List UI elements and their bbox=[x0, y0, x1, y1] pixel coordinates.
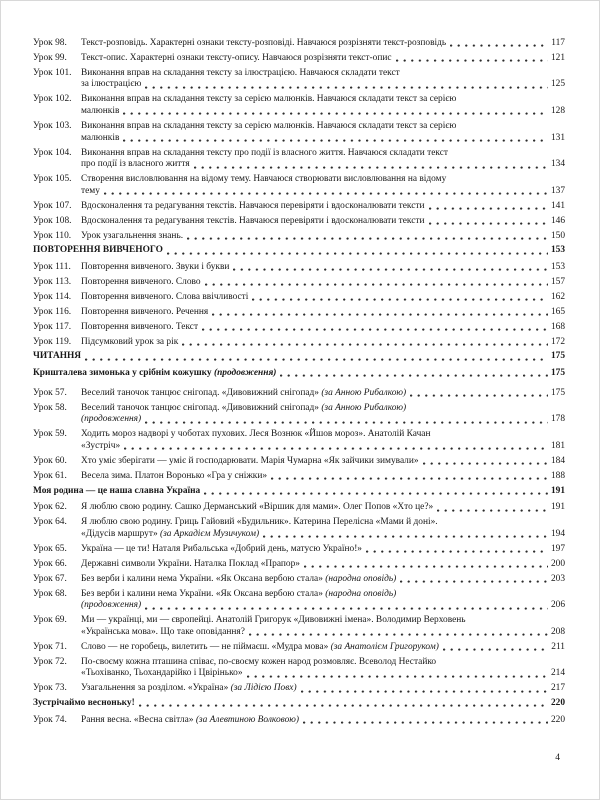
entry-body bbox=[33, 486, 565, 498]
lesson-number: Урок 67. bbox=[33, 573, 67, 584]
lesson-number: Урок 111. bbox=[33, 262, 71, 273]
lesson-number: Урок 116. bbox=[33, 306, 72, 317]
toc-entry bbox=[33, 388, 565, 400]
dot-leader bbox=[182, 337, 548, 349]
entry-page-number: 191 bbox=[550, 485, 565, 496]
toc-section-heading bbox=[33, 486, 565, 498]
dot-leader bbox=[123, 106, 548, 118]
entry-title: Повторення вивченого. Звуки і букви bbox=[81, 262, 230, 273]
entry-page-number: 181 bbox=[550, 441, 565, 452]
entry-title: Вдосконалення та редагування текстів. Навчаюся перевіряти і вдосконалювати тексти bbox=[81, 215, 425, 226]
entry-title: Я люблю свою родину. Сашко Дерманський «Віршик для мами». Олег Попов «Хто це?» bbox=[81, 502, 434, 513]
dot-leader bbox=[423, 456, 548, 468]
toc-entry bbox=[33, 292, 565, 304]
lesson-number: Урок 57. bbox=[33, 387, 67, 398]
entry-page-number: 117 bbox=[551, 38, 565, 48]
entry-body bbox=[81, 589, 565, 612]
entry-title: Веселий таночок танцює снігопад. «Дивовижний снігопад» (за Анною Рибалкою) bbox=[81, 402, 407, 413]
entry-title: Веселий таночок танцює снігопад. «Дивовижний снігопад» (за Анною Рибалкою) bbox=[81, 387, 407, 398]
entry-page-number: 220 bbox=[550, 714, 565, 725]
entry-title: Текст-опис. Характерні ознаки тексту-опису. Навчаюся розрізняти текст-опис bbox=[81, 52, 392, 63]
entry-title: Повторення вивченого. Текст bbox=[81, 321, 199, 332]
entry-body bbox=[81, 574, 565, 586]
entry-body bbox=[81, 307, 565, 319]
lesson-number: Урок 103. bbox=[33, 120, 72, 131]
entry-body bbox=[81, 53, 565, 65]
lesson-number: Урок 119. bbox=[33, 336, 72, 347]
lesson-number: Урок 65. bbox=[33, 543, 67, 554]
entry-body bbox=[81, 429, 565, 452]
lesson-number: Урок 117. bbox=[33, 321, 72, 332]
toc-entry bbox=[33, 231, 565, 243]
lesson-number: Урок 64. bbox=[33, 517, 67, 528]
entry-page-number: 194 bbox=[550, 529, 565, 540]
entry-body bbox=[81, 683, 565, 695]
entry-page-number: 208 bbox=[550, 626, 565, 637]
toc-entry bbox=[33, 201, 565, 213]
entry-title: Текст-розповідь. Характерні ознаки тексту-розповіді. Навчаюся розрізняти текст-розповідь bbox=[81, 38, 447, 48]
entry-page-number: 168 bbox=[550, 321, 565, 332]
toc-section-heading bbox=[33, 698, 565, 710]
entry-page-number: 217 bbox=[550, 683, 565, 694]
toc-entry bbox=[33, 337, 565, 349]
toc-entry bbox=[33, 429, 565, 452]
entry-title: Створення висловлювання на відому тему. Навчаюся створювати висловлювання на відому bbox=[81, 174, 447, 185]
dot-leader bbox=[247, 668, 548, 680]
entry-title: за ілюстрацією bbox=[81, 79, 142, 90]
entry-body bbox=[33, 368, 565, 380]
entry-page-number: 162 bbox=[550, 291, 565, 302]
entry-title: Без верби і калини нема України. «Як Оксана вербою стала» (народна оповідь) bbox=[81, 588, 397, 599]
lesson-number: Урок 99. bbox=[33, 52, 67, 63]
toc-entry bbox=[33, 38, 565, 50]
dot-leader bbox=[233, 262, 548, 274]
entry-body bbox=[81, 657, 565, 680]
entry-title: Виконання вправ на складання тексту за серією малюнків. Навчаюся складати текст за серією bbox=[81, 120, 457, 131]
entry-title: Повторення вивченого. Слово bbox=[81, 277, 201, 288]
dot-leader bbox=[145, 600, 548, 612]
lesson-number: Урок 61. bbox=[33, 470, 67, 481]
entry-title: Кришталева зимонька у срібнім кожушку (продовження) bbox=[33, 368, 277, 379]
dot-leader bbox=[304, 559, 548, 571]
entry-title: Державні символи України. Наталка Поклад «Прапор» bbox=[81, 558, 300, 569]
lesson-number: Урок 58. bbox=[33, 402, 67, 413]
entry-title: Без верби і калини нема України. «Як Оксана вербою стала» (народна оповідь) bbox=[81, 573, 397, 584]
entry-body bbox=[81, 615, 565, 638]
dot-leader bbox=[104, 186, 548, 198]
entry-body bbox=[81, 403, 565, 426]
entry-title: Рання весна. «Весна світла» (за Алевтиною Волковою) bbox=[81, 714, 300, 725]
dot-leader bbox=[263, 529, 548, 541]
entry-title: Ходить мороз надворі у чоботах пухових. Леся Вознюк «Йшов мороз». Анатолій Качан bbox=[81, 429, 431, 440]
entry-page-number: 184 bbox=[550, 455, 565, 466]
toc-entry bbox=[33, 94, 565, 117]
toc-section-heading bbox=[33, 245, 565, 257]
entry-body bbox=[81, 502, 565, 514]
dot-leader bbox=[85, 351, 548, 363]
entry-title: малюнків bbox=[81, 106, 120, 117]
dot-leader bbox=[124, 441, 548, 453]
entry-title: Урок узагальнення знань. bbox=[81, 230, 184, 241]
entry-page-number: 137 bbox=[550, 185, 565, 196]
toc-entry bbox=[33, 403, 565, 426]
entry-title: «Тьохіванко, Тьохандарійко і Цвірінько» bbox=[81, 668, 243, 679]
entry-page-number: 206 bbox=[550, 600, 565, 611]
lesson-number: Урок 104. bbox=[33, 147, 72, 158]
dot-leader bbox=[167, 245, 548, 257]
entry-body bbox=[33, 351, 565, 363]
lesson-number: Урок 68. bbox=[33, 588, 67, 599]
entry-title: Я люблю свою родину. Гриць Гайовий «Будильник». Катерина Перелісна «Мами й доні». bbox=[81, 517, 438, 528]
entry-title: про події із власного життя bbox=[81, 159, 190, 170]
lesson-number: Урок 71. bbox=[33, 641, 67, 652]
lesson-number: Урок 62. bbox=[33, 502, 67, 513]
dot-leader bbox=[194, 159, 548, 171]
toc-entry bbox=[33, 262, 565, 274]
lesson-number: Урок 59. bbox=[33, 429, 67, 440]
entry-title: Моя родина — це наша славна Україна bbox=[33, 485, 201, 496]
toc-entry bbox=[33, 615, 565, 638]
entry-title: «Дідусів маршрут» (за Аркадієм Музичуком) bbox=[81, 529, 260, 540]
entry-title: «Зустріч» bbox=[81, 441, 121, 452]
toc-entry bbox=[33, 657, 565, 680]
entry-body bbox=[81, 216, 565, 228]
dot-leader bbox=[400, 574, 548, 586]
entry-body bbox=[81, 292, 565, 304]
entry-title: Зустрічаймо весноньку! bbox=[33, 698, 135, 709]
entry-body bbox=[81, 174, 565, 197]
entry-page-number: 157 bbox=[550, 277, 565, 288]
toc-entry bbox=[33, 322, 565, 334]
dot-leader bbox=[249, 627, 548, 639]
entry-page-number: 121 bbox=[550, 52, 565, 63]
toc-section-heading bbox=[33, 351, 565, 363]
table-of-contents bbox=[33, 38, 565, 727]
toc-entry bbox=[33, 68, 565, 91]
entry-body bbox=[81, 148, 565, 171]
dot-leader bbox=[204, 486, 548, 498]
lesson-number: Урок 72. bbox=[33, 656, 67, 667]
entry-page-number: 197 bbox=[550, 543, 565, 554]
dot-leader bbox=[212, 307, 548, 319]
entry-page-number: 172 bbox=[550, 336, 565, 347]
toc-entry bbox=[33, 544, 565, 556]
entry-page-number: 191 bbox=[550, 502, 565, 513]
entry-page-number: 178 bbox=[550, 414, 565, 425]
entry-page-number: 214 bbox=[550, 668, 565, 679]
entry-title: Україна — це ти! Наталя Рибальська «Добрий день, матусю Україно!» bbox=[81, 543, 362, 554]
lesson-number: Урок 98. bbox=[33, 38, 67, 48]
toc-entry bbox=[33, 53, 565, 65]
toc-entry bbox=[33, 148, 565, 171]
entry-page-number: 203 bbox=[550, 573, 565, 584]
entry-body bbox=[81, 715, 565, 727]
entry-page-number: 131 bbox=[550, 132, 565, 143]
entry-body bbox=[33, 698, 565, 710]
entry-title: Вдосконалення та редагування текстів. Навчаюся перевіряти і вдосконалювати тексти bbox=[81, 200, 425, 211]
dot-leader bbox=[303, 715, 548, 727]
dot-leader bbox=[123, 133, 548, 145]
entry-body bbox=[81, 544, 565, 556]
entry-title: Виконання вправ на складання тексту за серією малюнків. Навчаюся складати текст за серією bbox=[81, 94, 457, 105]
entry-title: По-своєму кожна пташина співає, по-своєму кожен народ розмовляє. Всеволод Нестайко bbox=[81, 656, 437, 667]
entry-body bbox=[81, 456, 565, 468]
entry-body bbox=[81, 277, 565, 289]
dot-leader bbox=[205, 277, 548, 289]
dot-leader bbox=[271, 471, 548, 483]
lesson-number: Урок 110. bbox=[33, 230, 72, 241]
entry-title: Весела зима. Платон Воронько «Гра у сніжки» bbox=[81, 470, 268, 481]
toc-section-heading bbox=[33, 368, 565, 380]
dot-leader bbox=[429, 216, 548, 228]
entry-title: тему bbox=[81, 185, 100, 196]
entry-title: Підсумковий урок за рік bbox=[81, 336, 179, 347]
dot-leader bbox=[410, 388, 548, 400]
footer-page-number: 4 bbox=[555, 753, 560, 763]
entry-page-number: 175 bbox=[550, 368, 565, 379]
entry-body bbox=[81, 642, 565, 654]
dot-leader bbox=[280, 368, 548, 380]
entry-title: Хто уміє зберігати — уміє й господарювати. Марія Чумарна «Як зайчики зимували» bbox=[81, 455, 419, 466]
entry-page-number: 220 bbox=[550, 698, 565, 709]
lesson-number: Урок 66. bbox=[33, 558, 67, 569]
toc-entry bbox=[33, 307, 565, 319]
entry-page-number: 175 bbox=[550, 351, 565, 362]
entry-body bbox=[81, 94, 565, 117]
entry-body bbox=[81, 337, 565, 349]
entry-title: ЧИТАННЯ bbox=[33, 351, 82, 362]
entry-page-number: 141 bbox=[550, 200, 565, 211]
lesson-number: Урок 60. bbox=[33, 455, 67, 466]
lesson-number: Урок 107. bbox=[33, 200, 72, 211]
entry-page-number: 150 bbox=[550, 230, 565, 241]
entry-body bbox=[33, 245, 565, 257]
dot-leader bbox=[429, 201, 548, 213]
lesson-number: Урок 105. bbox=[33, 174, 72, 185]
toc-entry bbox=[33, 715, 565, 727]
entry-body bbox=[81, 322, 565, 334]
entry-page-number: 146 bbox=[550, 215, 565, 226]
lesson-number: Урок 102. bbox=[33, 94, 72, 105]
toc-entry bbox=[33, 216, 565, 228]
lesson-number: Урок 114. bbox=[33, 291, 72, 302]
toc-entry bbox=[33, 559, 565, 571]
dot-leader bbox=[145, 414, 548, 426]
toc-entry bbox=[33, 174, 565, 197]
dot-leader bbox=[139, 698, 548, 710]
entry-body bbox=[81, 517, 565, 540]
entry-title: ПОВТОРЕННЯ ВИВЧЕНОГО bbox=[33, 245, 163, 256]
entry-title: «Українська мова». Що таке оповідання? bbox=[81, 626, 245, 637]
entry-title: Виконання вправ на складання тексту за ілюстрацією. Навчаюся складати текст bbox=[81, 67, 400, 78]
entry-title: Виконання вправ на складання тексту про події із власного життя. Навчаюся складати текст bbox=[81, 147, 449, 158]
lesson-number: Урок 73. bbox=[33, 683, 67, 694]
entry-page-number: 188 bbox=[550, 470, 565, 481]
entry-page-number: 153 bbox=[550, 245, 565, 256]
entry-body bbox=[81, 201, 565, 213]
entry-body bbox=[81, 262, 565, 274]
entry-body bbox=[81, 231, 565, 243]
entry-body bbox=[81, 559, 565, 571]
lesson-number: Урок 101. bbox=[33, 67, 72, 78]
entry-title: Повторення вивченого. Слова ввічливості bbox=[81, 291, 249, 302]
entry-body bbox=[81, 68, 565, 91]
dot-leader bbox=[396, 53, 548, 65]
entry-body bbox=[81, 471, 565, 483]
entry-body bbox=[81, 38, 565, 50]
entry-title: Повторення вивченого. Речення bbox=[81, 306, 209, 317]
toc-entry bbox=[33, 502, 565, 514]
lesson-number: Урок 69. bbox=[33, 615, 67, 626]
dot-leader bbox=[301, 683, 548, 695]
dot-leader bbox=[366, 544, 548, 556]
entry-page-number: 134 bbox=[550, 159, 565, 170]
dot-leader bbox=[450, 38, 548, 50]
entry-title: малюнків bbox=[81, 132, 120, 143]
toc-entry bbox=[33, 456, 565, 468]
dot-leader bbox=[252, 292, 548, 304]
toc-entry bbox=[33, 683, 565, 695]
entry-page-number: 128 bbox=[550, 106, 565, 117]
dot-leader bbox=[145, 79, 548, 91]
toc-entry bbox=[33, 642, 565, 654]
toc-entry bbox=[33, 574, 565, 586]
entry-title: Слово — не горобець, вилетить — не піймаєш. «Мудра мова» (за Анатолієм Григоруком) bbox=[81, 641, 439, 652]
dot-leader bbox=[202, 322, 548, 334]
entry-title: (продовження) bbox=[81, 600, 142, 611]
toc-entry bbox=[33, 471, 565, 483]
dot-leader bbox=[187, 231, 548, 243]
dot-leader bbox=[443, 642, 548, 654]
entry-page-number: 125 bbox=[550, 79, 565, 90]
entry-title: Ми — українці, ми — європейці. Анатолій Григорук «Дивовижні імена». Володимир Верховень bbox=[81, 615, 466, 626]
dot-leader bbox=[437, 502, 548, 514]
entry-body bbox=[81, 121, 565, 144]
entry-page-number: 211 bbox=[551, 641, 565, 652]
toc-entry bbox=[33, 277, 565, 289]
entry-page-number: 153 bbox=[550, 262, 565, 273]
entry-page-number: 165 bbox=[550, 306, 565, 317]
lesson-number: Урок 74. bbox=[33, 714, 67, 725]
lesson-number: Урок 108. bbox=[33, 215, 72, 226]
toc-entry bbox=[33, 121, 565, 144]
toc-entry bbox=[33, 517, 565, 540]
entry-page-number: 175 bbox=[550, 387, 565, 398]
entry-title: Узагальнення за розділом. «Україна» (за Лідією Повх) bbox=[81, 683, 297, 694]
entry-body bbox=[81, 388, 565, 400]
entry-page-number: 200 bbox=[550, 558, 565, 569]
toc-entry bbox=[33, 589, 565, 612]
entry-title: (продовження) bbox=[81, 414, 142, 425]
lesson-number: Урок 113. bbox=[33, 277, 72, 288]
